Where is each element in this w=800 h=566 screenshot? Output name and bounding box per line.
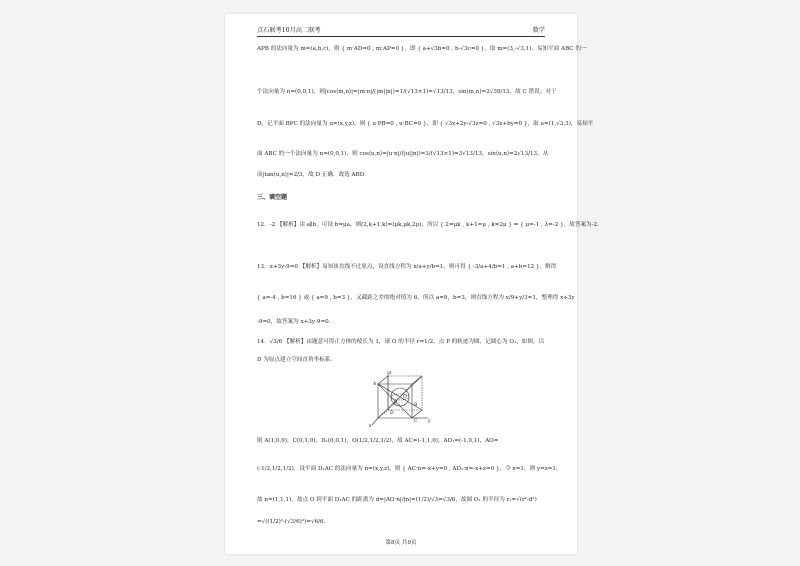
axis-z-label: z	[389, 371, 392, 376]
label-a: A	[373, 382, 377, 387]
label-p: P	[394, 401, 398, 406]
text-line: APB 的法向量为 m=(a,b,c)，则 { m·AD=0 , m·AP=0 }，即 { a+√3b=0 , b-√3c=0 }，取 m=(3,-√3,1)，易知平面 ABC 的一	[257, 46, 587, 52]
header-subject: 数学	[532, 27, 545, 34]
text-line: { a=-4 , b=16 } 或 { a=9 , b=3 }，又截距之差的绝对值为 6，所以 a=9，b=3，则直线方程为 x/9+y/3=1，整理得 x+3y	[257, 295, 575, 301]
text-line: 面 ABC 的一个法向量为 n=(0,0,1)，则 cos⟨u,n⟩=|u·n|/(|u||n|)=3/(√13×1)=3√13/13，sin⟨u,n⟩=2√13/13，从	[257, 151, 549, 157]
axis-x-label: x	[369, 424, 372, 429]
cube-figure	[368, 370, 432, 428]
text-line: =√((1/2)²-(√3/6)²)=√6/6．	[257, 519, 330, 525]
text-line: 故 n=(1,1,1)，故点 O 到平面 D₁AC 的距离为 d=|AO·n|/|n|=(1/2)/√3=√3/6，故圆 O₁ 的半径为 r₁=√(r²-d²)	[257, 497, 537, 503]
section-heading: 三、填空题	[257, 194, 288, 201]
answer-14: 14．√3/6 【解析】由题意可得正方体的棱长为 1，球 O 的半径 r=1/2，点 P 的轨迹为圆，记圆心为 O₁，如图，以	[257, 339, 545, 345]
label-d: D	[390, 411, 394, 416]
text-line: D 为原点建立空间直角坐标系．	[257, 357, 336, 363]
document-page	[225, 14, 603, 554]
label-c: C	[414, 419, 418, 424]
header-exam-title: 点石联考10月高二联考	[257, 27, 321, 34]
text-line: 则 A(1,0,0)，C(0,1,0)，D₁(0,0,1)，O(1/2,1/2,1/2)，故 AC=(-1,1,0)，AD₁=(-1,0,1)，AO=	[257, 438, 499, 444]
text-line: D，记平面 BPC 的法向量为 u=(x,y,z)，则 { u·PB=0 , u·BC=0 }，即 { √3x+2y-√3z=0 , √3x+by=0 }，取 u=(1,√3,3)，易知平	[257, 121, 594, 127]
answer-12: 12．-2 【解析】由 a∥b，可设 b=μa，则(2,k+1,k)=(μk,μk,2μ)，所以 { 2=μk , k+1=μ , k=2μ } ⇒ { μ=-1 , λ=-2 }，故答案为-2．	[257, 222, 603, 228]
text-line: 个法向量为 n=(0,0,1)，则|cos⟨m,n⟩|=|m·n|/(|m||n|)=1/(√13×1)=√13/13，sin⟨m,n⟩=2√39/13，故 C 错误；对于	[257, 89, 557, 95]
axis-y-label: y	[428, 419, 431, 424]
page-footer: 第8页 共9页	[385, 540, 417, 546]
answer-13: 13．x+3y-9=0 【解析】易知该直线不过原点，设直线方程为 x/a+y/b=1，则可得 { -3/a+4/b=1 , a+b=12 }，解得	[257, 264, 557, 270]
label-b: B	[414, 403, 418, 408]
page-header	[257, 22, 545, 37]
text-line: (-1/2,1/2,1/2)，设平面 D₁AC 的法向量为 n=(x,y,z)，则 { AC·n=-x+y=0 , AD₁·n=-x+z=0 }，令 x=1，则 y=z=1，	[257, 466, 562, 472]
label-o: O	[403, 395, 407, 400]
text-line: 而|tan⟨u,n⟩|=2/3，故 D 正确．故选 ABD．	[257, 172, 370, 178]
text-line: -9=0，故答案为 x+3y-9=0．	[257, 319, 335, 325]
